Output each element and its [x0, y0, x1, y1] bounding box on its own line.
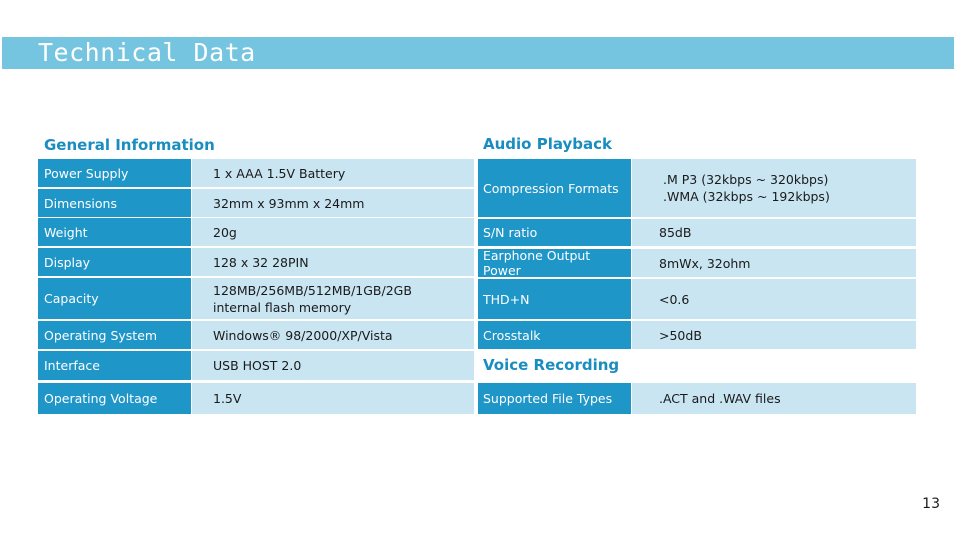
table-row [38, 321, 474, 349]
row-value: <0.6 [632, 279, 916, 319]
row-label: Earphone Output Power [478, 249, 631, 277]
table-row [38, 351, 474, 380]
row-label: Capacity [38, 278, 191, 319]
table-row [38, 248, 474, 276]
row-value: 85dB [632, 219, 916, 246]
row-value: 1.5V [192, 383, 474, 414]
table-row [478, 321, 916, 349]
table-row [38, 189, 474, 217]
value-line: .M P3 (32kbps ~ 320kbps) [663, 172, 829, 187]
title-bar [2, 37, 954, 69]
table-row [478, 383, 916, 414]
row-value: 128 x 32 28PIN [192, 248, 474, 276]
row-value [632, 159, 916, 217]
row-value: USB HOST 2.0 [192, 351, 474, 380]
row-label: Power Supply [38, 159, 191, 187]
row-label: S/N ratio [478, 219, 631, 246]
row-label: Operating System [38, 321, 191, 349]
page-number: 13 [922, 496, 940, 512]
row-label: Operating Voltage [38, 383, 191, 414]
value-line: internal flash memory [213, 299, 352, 315]
table-row [38, 278, 474, 319]
row-label: Compression Formats [478, 159, 631, 217]
audio-playback-heading: Audio Playback [483, 135, 612, 153]
row-value: 8mWx, 32ohm [632, 249, 916, 277]
row-label: THD+N [478, 279, 631, 319]
page-title: Technical Data [38, 38, 256, 67]
row-value [192, 278, 474, 319]
row-value: 20g [192, 218, 474, 246]
table-row [38, 218, 474, 246]
row-label: Weight [38, 218, 191, 246]
row-value: 32mm x 93mm x 24mm [192, 189, 474, 217]
value-line: 128MB/256MB/512MB/1GB/2GB [213, 282, 412, 298]
row-label: Supported File Types [478, 383, 631, 414]
row-label: Dimensions [38, 189, 191, 217]
row-value: .ACT and .WAV files [632, 383, 916, 414]
table-row [478, 279, 916, 319]
row-value: >50dB [632, 321, 916, 349]
table-row [478, 219, 916, 246]
general-information-heading: General Information [44, 136, 215, 154]
table-row [38, 159, 474, 187]
table-row [38, 383, 474, 414]
row-label: Crosstalk [478, 321, 631, 349]
row-value: 1 x AAA 1.5V Battery [192, 159, 474, 187]
row-value: Windows® 98/2000/XP/Vista [192, 321, 474, 349]
table-row [478, 159, 916, 217]
row-label: Interface [38, 351, 191, 380]
value-line: .WMA (32kbps ~ 192kbps) [663, 189, 830, 204]
table-row [478, 249, 916, 277]
row-label: Display [38, 248, 191, 276]
voice-recording-heading: Voice Recording [483, 356, 620, 374]
